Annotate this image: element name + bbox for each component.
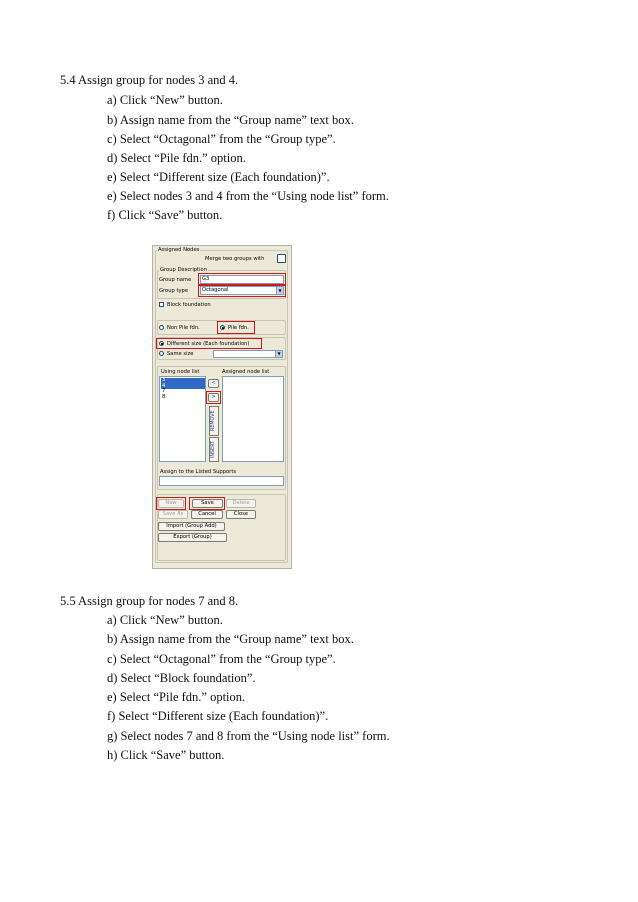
same-size-label: Same size: [167, 351, 194, 357]
chevron-down-icon[interactable]: ▼: [275, 351, 282, 357]
group-type-value: Octagonal: [202, 287, 229, 293]
same-size-radio[interactable]: [159, 351, 164, 356]
merge-groups-label: Merge two groups with: [205, 256, 265, 262]
step-5-5-a: a) Click “New” button.: [107, 613, 223, 627]
different-size-highlight: [156, 338, 262, 349]
step-5-4-e2: e) Select nodes 3 and 4 from the “Using node list” form.: [107, 189, 389, 203]
group-name-input[interactable]: G3: [200, 275, 284, 284]
insert-button[interactable]: INSERT: [209, 437, 219, 462]
assigned-nodes-dialog: [152, 245, 292, 569]
assign-listed-supports-label: Assign to the Listed Supports: [160, 469, 237, 475]
delete-button[interactable]: Delete: [226, 499, 256, 508]
different-size-label: Different size (Each foundation): [167, 341, 250, 347]
export-group-button[interactable]: Export (Group): [158, 533, 227, 542]
block-foundation-checkbox[interactable]: [159, 302, 164, 307]
step-5-4-d: d) Select “Pile fdn.” option.: [107, 151, 246, 165]
section-5-4-title: 5.4 Assign group for nodes 3 and 4.: [60, 73, 239, 87]
move-right-highlight: [206, 391, 221, 404]
group-type-label: Group type: [159, 288, 189, 294]
save-highlight: [189, 497, 225, 510]
using-node-list-label: Using node list: [161, 369, 200, 375]
non-pile-radio[interactable]: [159, 325, 164, 330]
non-pile-label: Non Pile fdn.: [167, 325, 200, 331]
step-5-5-e: e) Select “Pile fdn.” option.: [107, 690, 246, 704]
step-5-5-b: b) Assign name from the “Group name” text box.: [107, 632, 354, 646]
save-as-button[interactable]: Save As: [158, 510, 188, 519]
pile-label: Pile fdn.: [228, 325, 249, 331]
step-5-5-f: f) Select “Different size (Each foundation)”.: [107, 709, 329, 723]
move-right-button[interactable]: >: [208, 393, 219, 402]
block-foundation-label: Block foundation: [167, 302, 211, 308]
chevron-down-icon[interactable]: ▼: [276, 287, 283, 294]
close-button[interactable]: Close: [226, 510, 256, 519]
step-5-5-d: d) Select “Block foundation”.: [107, 671, 256, 685]
move-left-button[interactable]: <: [208, 379, 219, 388]
remove-button[interactable]: REMOVE: [209, 406, 219, 436]
step-5-5-g: g) Select nodes 7 and 8 from the “Using node list” form.: [107, 729, 390, 743]
list-item[interactable]: 8: [162, 393, 166, 400]
same-size-select[interactable]: [213, 350, 283, 358]
step-5-4-a: a) Click “New” button.: [107, 93, 223, 107]
section-5-5-title: 5.5 Assign group for nodes 7 and 8.: [60, 594, 239, 608]
group-type-highlight: [198, 284, 286, 297]
new-highlight: [156, 497, 186, 510]
list-item[interactable]: 7: [162, 388, 166, 394]
import-group-button[interactable]: Import (Group Add): [158, 522, 225, 531]
assigned-node-list-label: Assigned node list: [222, 369, 270, 375]
group-name-label: Group name: [159, 277, 192, 283]
step-5-4-f: f) Click “Save” button.: [107, 208, 223, 222]
assigned-node-listbox[interactable]: [222, 376, 284, 462]
pile-highlight: [217, 321, 255, 334]
save-button[interactable]: Save: [192, 499, 223, 508]
assigned-nodes-label: Assigned Nodes: [158, 247, 200, 253]
step-5-5-h: h) Click “Save” button.: [107, 748, 225, 762]
assign-listed-supports-input[interactable]: [159, 476, 284, 486]
merge-groups-button[interactable]: [277, 254, 286, 263]
group-description-label: Group Description: [160, 267, 207, 273]
step-5-4-b: b) Assign name from the “Group name” text box.: [107, 113, 354, 127]
using-node-listbox[interactable]: [159, 376, 206, 462]
cancel-button[interactable]: Cancel: [191, 510, 223, 519]
list-item[interactable]: 3: [161, 378, 205, 384]
step-5-5-c: c) Select “Octagonal” from the “Group type”.: [107, 652, 336, 666]
step-5-4-e: e) Select “Different size (Each foundation)”.: [107, 170, 330, 184]
new-button[interactable]: New: [158, 499, 184, 508]
step-5-4-c: c) Select “Octagonal” from the “Group type”.: [107, 132, 336, 146]
list-item[interactable]: 4: [161, 384, 205, 390]
